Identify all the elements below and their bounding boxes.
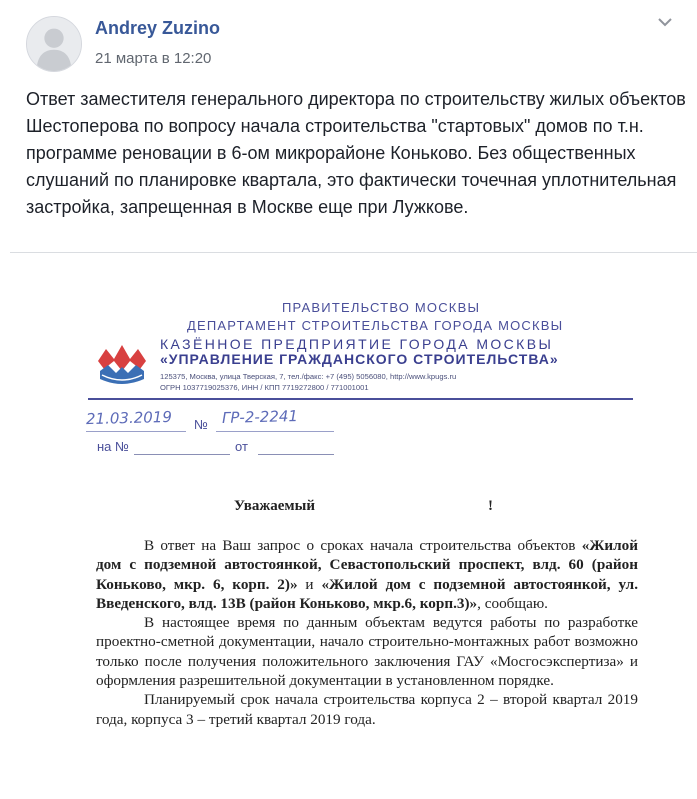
chevron-down-icon bbox=[655, 14, 675, 30]
number-underline bbox=[216, 431, 334, 432]
letter-paragraph-2: В настоящее время по данным объектам ведутся работы по разработке проектно-сметной документации, начало строительно-монтажных работ возможно только после получения положительного заключения ГАУ «Мосгосэкспертиза» и оформления разрешительной документации в установленном порядке. bbox=[96, 614, 638, 690]
letterhead-divider bbox=[88, 398, 633, 400]
letterhead-requisites: ОГРН 1037719025376, ИНН / КПП 7719272800 / 771001001 bbox=[160, 383, 369, 392]
post-photo[interactable] bbox=[10, 252, 697, 799]
reference-number-label: на № bbox=[97, 439, 129, 454]
letter-paragraph-1: В ответ на Ваш запрос о сроках начала строительства объектов «Жилой дом с подземной автостоянкой, Севастопольский проспект, влд. 60 (район Коньково, мкр. 6, корп. 2)» и «Жилой дом с подземной автостоянкой, ул. Введенского, влд. 13В (район Коньково, мкр.6, корп.3)», сообщаю. bbox=[96, 537, 638, 612]
letter-date: 21.03.2019 bbox=[85, 407, 173, 429]
reference-date-line bbox=[258, 454, 334, 455]
reference-number-line bbox=[134, 454, 230, 455]
post-timestamp[interactable]: 21 марта в 12:20 bbox=[95, 50, 212, 67]
letter-salutation: Уважаемый bbox=[234, 498, 315, 514]
post-header bbox=[0, 0, 697, 80]
letterhead-government: ПРАВИТЕЛЬСТВО МОСКВЫ bbox=[282, 300, 481, 315]
organization-logo-icon bbox=[96, 341, 148, 387]
letter-number-label: № bbox=[194, 417, 208, 432]
date-underline bbox=[86, 431, 186, 432]
author-name[interactable]: Andrey Zuzino bbox=[95, 18, 220, 38]
post-options-button[interactable] bbox=[655, 14, 675, 30]
letterhead-address: 125375, Москва, улица Тверская, 7, тел./факс: +7 (495) 5056080, http://www.kpugs.ru bbox=[160, 372, 457, 381]
letterhead-org-line2: «УПРАВЛЕНИЕ ГРАЖДАНСКОГО СТРОИТЕЛЬСТВА» bbox=[160, 351, 559, 367]
post-text: Ответ заместителя генерального директора по строительству жилых объектов Шестоперова по вопросу начала строительства "стартовых" домов по т.н. программе реновации в 6-ом микрорайоне Коньково. Без общественных слушаний по планировке квартала, это фактически точечная уплотнительная застройка, запрещенная в Москве еще при Лужкове. bbox=[26, 89, 686, 217]
avatar[interactable] bbox=[26, 16, 82, 72]
salutation-exclamation: ! bbox=[488, 498, 493, 514]
user-silhouette-icon bbox=[27, 17, 81, 71]
letterhead-department: ДЕПАРТАМЕНТ СТРОИТЕЛЬСТВА ГОРОДА МОСКВЫ bbox=[187, 318, 564, 333]
letter-body bbox=[96, 536, 638, 729]
letter-number: ГР-2-2241 bbox=[221, 407, 299, 427]
reference-date-label: от bbox=[235, 439, 248, 454]
letter-paragraph-3: Планируемый срок начала строительства корпуса 2 – второй квартал 2019 года, корпуса 3 – третий квартал 2019 года. bbox=[96, 691, 638, 728]
letterhead-org-line1: КАЗЁННОЕ ПРЕДПРИЯТИЕ ГОРОДА МОСКВЫ bbox=[160, 336, 554, 352]
